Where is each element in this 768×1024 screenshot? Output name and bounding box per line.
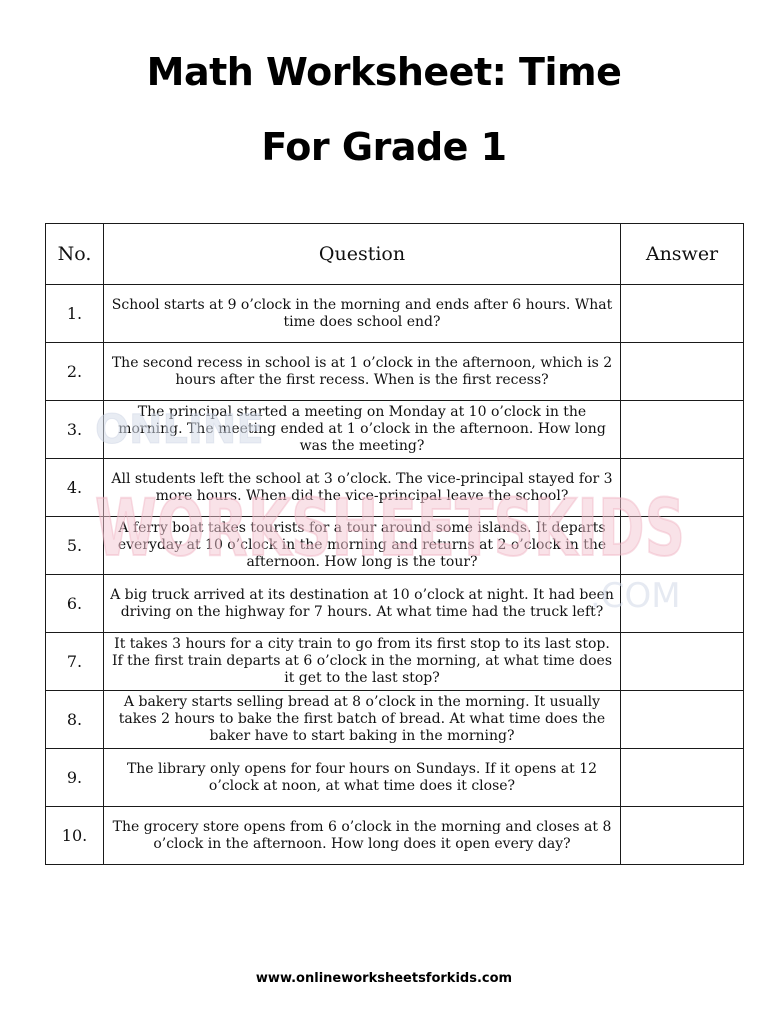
worksheet-title: Math Worksheet: Time: [146, 50, 622, 94]
watermark-online: ONLINE: [95, 407, 264, 453]
row-number: 2.: [46, 343, 104, 401]
question-text: The principal started a meeting on Monday at 10 o’clock in the morning. The meeting ended at 1 o’clock in the afternoon. How long was the meeting?: [104, 401, 621, 459]
watermark-dotcom: .COM: [590, 576, 681, 616]
answer-cell[interactable]: [621, 807, 744, 865]
row-number: 3.: [46, 401, 104, 459]
table-row: [46, 285, 744, 343]
answer-cell[interactable]: [621, 691, 744, 749]
answer-cell[interactable]: [621, 459, 744, 517]
table-row: [46, 517, 744, 575]
question-text: It takes 3 hours for a city train to go from its first stop to its last stop. If the first train departs at 6 o’clock in the morning, at what time does it get to the last stop?: [104, 633, 621, 691]
header-question: Question: [104, 224, 621, 285]
row-number: 1.: [46, 285, 104, 343]
table-row: [46, 343, 744, 401]
table-row: [46, 691, 744, 749]
row-number: 10.: [46, 807, 104, 865]
question-text: A big truck arrived at its destination at 10 o’clock at night. It had been driving on the highway for 7 hours. At what time had the truck left?: [104, 575, 621, 633]
answer-cell[interactable]: [621, 575, 744, 633]
question-text: All students left the school at 3 o’clock. The vice-principal stayed for 3 more hours. When did the vice-principal leave the school?: [104, 459, 621, 517]
row-number: 6.: [46, 575, 104, 633]
header-answer: Answer: [621, 224, 744, 285]
header-no: No.: [46, 224, 104, 285]
table-row: [46, 401, 744, 459]
answer-cell[interactable]: [621, 401, 744, 459]
table-row: [46, 575, 744, 633]
table-row: [46, 633, 744, 691]
row-number: 7.: [46, 633, 104, 691]
answer-cell[interactable]: [621, 517, 744, 575]
question-text: A bakery starts selling bread at 8 o’clock in the morning. It usually takes 2 hours to bake the first batch of bread. At what time does the baker have to start baking in the morning?: [104, 691, 621, 749]
row-number: 9.: [46, 749, 104, 807]
answer-cell[interactable]: [621, 343, 744, 401]
row-number: 4.: [46, 459, 104, 517]
question-text: School starts at 9 o’clock in the morning and ends after 6 hours. What time does school end?: [104, 285, 621, 343]
question-text: The second recess in school is at 1 o’clock in the afternoon, which is 2 hours after the first recess. When is the first recess?: [104, 343, 621, 401]
table-row: [46, 459, 744, 517]
table-row: [46, 807, 744, 865]
worksheet-table: [45, 223, 744, 865]
watermark-brand: WORKSHEETSKIDS: [95, 484, 685, 574]
row-number: 8.: [46, 691, 104, 749]
worksheet-subtitle: For Grade 1: [261, 125, 507, 169]
footer-url: www.onlineworksheetsforkids.com: [255, 971, 513, 986]
question-text: The library only opens for four hours on Sundays. If it opens at 12 o’clock at noon, at what time does it close?: [104, 749, 621, 807]
table-header-row: [46, 224, 744, 285]
answer-cell[interactable]: [621, 633, 744, 691]
answer-cell[interactable]: [621, 749, 744, 807]
row-number: 5.: [46, 517, 104, 575]
question-text: A ferry boat takes tourists for a tour around some islands. It departs everyday at 10 o’clock in the morning and returns at 2 o’clock in the afternoon. How long is the tour?: [104, 517, 621, 575]
question-text: The grocery store opens from 6 o’clock in the morning and closes at 8 o’clock in the afternoon. How long does it open every day?: [104, 807, 621, 865]
table-row: [46, 749, 744, 807]
answer-cell[interactable]: [621, 285, 744, 343]
